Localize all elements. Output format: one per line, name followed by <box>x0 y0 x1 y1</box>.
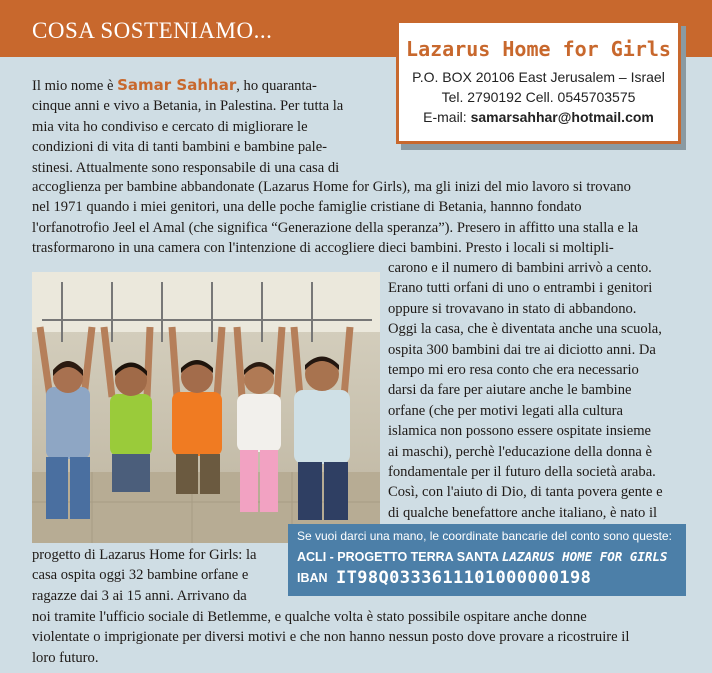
article-left-block <box>32 545 282 606</box>
article-full-block <box>32 177 692 259</box>
article-line: fondamentale per il futuro della società araba. <box>388 464 656 481</box>
contact-phone: Tel. 2790192 Cell. 0545703575 <box>441 89 636 105</box>
article-line: di qualche benefattore anche italiano, è nato il <box>388 504 658 521</box>
iban-value[interactable]: IT98Q0333611101000000198 <box>336 568 592 588</box>
article-line: tempo mi ero resa conto che era necessario <box>388 362 639 379</box>
article-line: stinesi. Attualmente sono responsabile di una casa di <box>32 159 340 176</box>
article-line: oppure si trovavano in stato di abbandono. <box>388 300 637 317</box>
article-line: carono e il numero di bambini arrivò a cento. <box>388 260 652 276</box>
article-line: progetto di Lazarus Home for Girls: la <box>32 547 257 563</box>
article-line: accoglienza per bambine abbandonate (Lazarus Home for Girls), ma gli inizi del mio lavoro si trovano <box>32 179 631 195</box>
article-line: Erano tutti orfani di uno o entrambi i genitori <box>388 280 653 297</box>
article-line: Oggi la casa, che è diventata anche una scuola, <box>388 321 662 338</box>
children-photo <box>32 272 380 543</box>
article-right-column <box>388 258 688 523</box>
bank-project-name: LAZARUS HOME FOR GIRLS <box>501 549 668 564</box>
article-bottom-block <box>32 607 692 668</box>
section-title: COSA SOSTENIAMO... <box>32 18 273 43</box>
article-line: darsi da fare per aiutare anche le bambine <box>388 382 632 399</box>
article-line: casa ospita oggi 32 bambine orfane e <box>32 567 249 584</box>
article-line: ospita 300 bambini dai tre ai diciotto anni. Da <box>388 341 656 358</box>
author-name: Samar Sahhar <box>117 76 237 94</box>
article-line: cinque anni e vivo a Betania, in Palestina. Per tutta la <box>32 98 344 115</box>
contact-email-line <box>399 109 678 125</box>
iban-label: IBAN <box>297 571 328 585</box>
article-line: violentate o imprigionate per diversi motivi e che non hanno nessun posto dove provare a ricostruire il <box>32 629 630 646</box>
article-line: l'orfanotrofio Jeel el Amal (che significa “Generazione della speranza”). Presero in affitto una stalla e la <box>32 219 639 236</box>
bank-details-box <box>288 524 686 596</box>
article-line: ragazze dai 3 ai 15 anni. Arrivano da <box>32 587 247 604</box>
article-intro-line: Il mio nome è Samar Sahhar, ho quaranta- <box>32 76 317 94</box>
article-line: islamica non possono essere ospitate insieme <box>388 423 652 440</box>
contact-email-label: E-mail: <box>423 109 467 125</box>
article-line: mia vita ho condiviso e cercato di migliorare le <box>32 118 308 135</box>
article-line: Così, con l'aiuto di Dio, di tanta povera gente e <box>388 484 663 501</box>
contact-email[interactable]: samarsahhar@hotmail.com <box>470 109 654 125</box>
article-line: nel 1971 quando i miei genitori, una delle poche famiglie cristiane di Betania, hannno fondato <box>32 199 582 216</box>
article-line: condizioni di vita di tanti bambini e bambine pale- <box>32 139 328 156</box>
article-line: orfane (che per motivi legati alla cultura <box>388 402 624 419</box>
contact-address: P.O. BOX 20106 East Jerusalem – Israel <box>412 69 665 85</box>
bank-project: ACLI - PROGETTO TERRA SANTA LAZARUS HOME FOR GIRLS <box>297 549 668 564</box>
article-line: loro futuro. <box>32 649 99 666</box>
article-line: noi tramite l'ufficio sociale di Betlemme, e qualche volta è stato possibile ospitare anche donne <box>32 609 587 625</box>
article-line: ai maschi), perchè l'educazione della donna è <box>388 443 652 460</box>
bank-intro: Se vuoi darci una mano, le coordinate bancarie del conto sono queste: <box>297 529 672 543</box>
contact-box <box>396 20 681 144</box>
contact-org-name: Lazarus Home for Girls <box>406 37 671 61</box>
article-line: trasformarono in una camera con l'intenzione di accogliere dieci bambini. Presto i locali si moltipli- <box>32 240 614 257</box>
article-intro-block <box>32 75 382 178</box>
